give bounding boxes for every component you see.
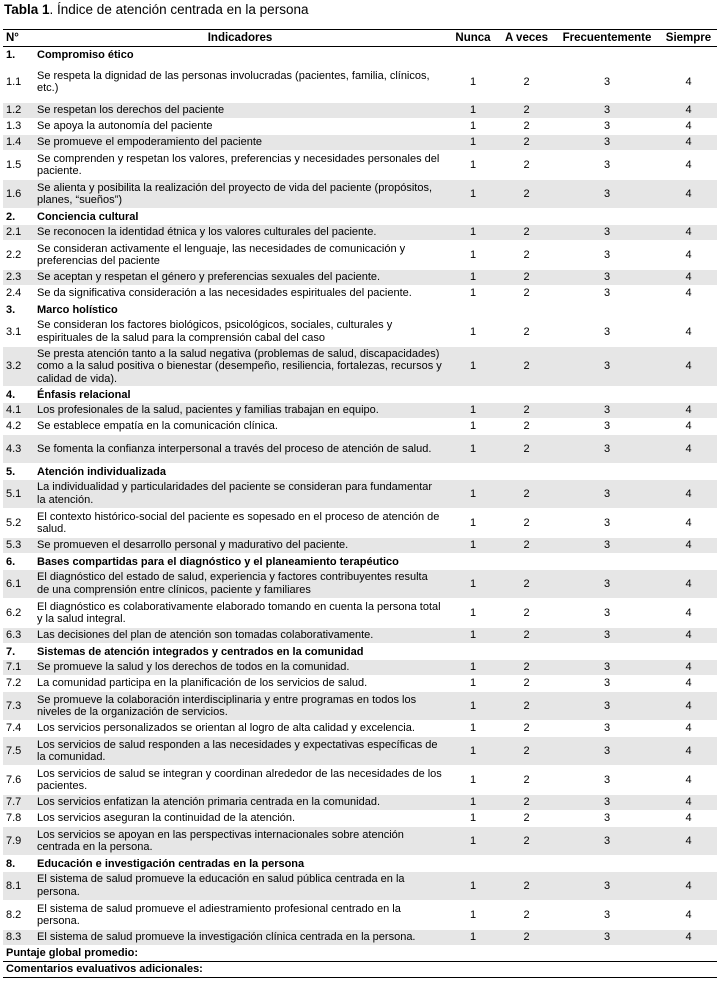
item-indicator: Se aceptan y respetan el género y preferencias sexuales del paciente. [33, 270, 447, 286]
score-siempre: 4 [660, 151, 717, 180]
score-frecuentemente: 3 [554, 538, 660, 554]
score-a-veces: 2 [499, 599, 554, 628]
header-number: N° [3, 30, 33, 47]
score-frecuentemente: 3 [554, 63, 660, 103]
item-number: 7.1 [3, 660, 33, 676]
item-indicator: Los servicios de salud responden a las necesidades y expectativas específicas de la comunidad. [33, 737, 447, 766]
score-nunca: 1 [447, 241, 499, 270]
header-indicadores: Indicadores [33, 30, 447, 47]
section-row [3, 47, 717, 63]
table-row [3, 63, 717, 103]
item-number: 7.8 [3, 811, 33, 827]
table-row [3, 347, 717, 387]
item-number: 4.3 [3, 435, 33, 464]
item-indicator: Se consideran activamente el lenguaje, las necesidades de comunicación y preferencias del paciente [33, 241, 447, 270]
score-a-veces: 2 [499, 403, 554, 419]
score-nunca: 1 [447, 676, 499, 692]
item-indicator: Los servicios personalizados se orientan al logro de alta calidad y excelencia. [33, 721, 447, 737]
score-nunca: 1 [447, 180, 499, 209]
score-nunca: 1 [447, 103, 499, 119]
header-siempre: Siempre [660, 30, 717, 47]
table-row [3, 795, 717, 811]
score-a-veces: 2 [499, 135, 554, 151]
table-row [3, 270, 717, 286]
score-a-veces: 2 [499, 721, 554, 737]
section-title: Atención individualizada [33, 464, 717, 480]
score-frecuentemente: 3 [554, 135, 660, 151]
score-siempre: 4 [660, 435, 717, 464]
score-frecuentemente: 3 [554, 721, 660, 737]
score-nunca: 1 [447, 151, 499, 180]
table-row [3, 318, 717, 347]
score-frecuentemente: 3 [554, 103, 660, 119]
score-nunca: 1 [447, 286, 499, 302]
score-siempre: 4 [660, 737, 717, 766]
section-number: 1. [3, 47, 33, 63]
score-siempre: 4 [660, 599, 717, 628]
score-nunca: 1 [447, 318, 499, 347]
table-row [3, 103, 717, 119]
section-title: Conciencia cultural [33, 209, 717, 225]
item-indicator: Los servicios se apoyan en las perspectivas internacionales sobre atención centrada en la persona. [33, 827, 447, 856]
score-nunca: 1 [447, 270, 499, 286]
table-header-row [3, 30, 717, 47]
section-number: 2. [3, 209, 33, 225]
item-indicator: Se da significativa consideración a las necesidades espirituales del paciente. [33, 286, 447, 302]
score-a-veces: 2 [499, 103, 554, 119]
score-nunca: 1 [447, 872, 499, 901]
score-nunca: 1 [447, 692, 499, 721]
score-siempre: 4 [660, 628, 717, 644]
item-indicator: Se promueve el empoderamiento del paciente [33, 135, 447, 151]
table-row [3, 599, 717, 628]
score-nunca: 1 [447, 811, 499, 827]
score-nunca: 1 [447, 827, 499, 856]
item-indicator: Los servicios enfatizan la atención primaria centrada en la comunidad. [33, 795, 447, 811]
table-row [3, 419, 717, 435]
item-number: 2.4 [3, 286, 33, 302]
score-a-veces: 2 [499, 318, 554, 347]
score-nunca: 1 [447, 135, 499, 151]
item-indicator: Se reconocen la identidad étnica y los valores culturales del paciente. [33, 225, 447, 241]
score-a-veces: 2 [499, 180, 554, 209]
score-frecuentemente: 3 [554, 419, 660, 435]
score-a-veces: 2 [499, 628, 554, 644]
score-nunca: 1 [447, 930, 499, 946]
item-indicator: La comunidad participa en la planificación de los servicios de salud. [33, 676, 447, 692]
header-a-veces: A veces [499, 30, 554, 47]
table-caption-text: . Índice de atención centrada en la persona [49, 2, 309, 17]
table-row [3, 119, 717, 135]
item-number: 1.5 [3, 151, 33, 180]
table-row [3, 930, 717, 946]
item-indicator: El diagnóstico es colaborativamente elaborado tomando en cuenta la persona total y la salud integral. [33, 599, 447, 628]
section-number: 7. [3, 644, 33, 660]
item-number: 7.3 [3, 692, 33, 721]
item-indicator: Se fomenta la confianza interpersonal a través del proceso de atención de salud. [33, 435, 447, 464]
score-nunca: 1 [447, 435, 499, 464]
score-nunca: 1 [447, 63, 499, 103]
item-indicator: Se promueve la salud y los derechos de todos en la comunidad. [33, 660, 447, 676]
table-row [3, 628, 717, 644]
score-siempre: 4 [660, 930, 717, 946]
item-number: 1.6 [3, 180, 33, 209]
score-a-veces: 2 [499, 827, 554, 856]
item-number: 7.2 [3, 676, 33, 692]
score-siempre: 4 [660, 419, 717, 435]
score-nunca: 1 [447, 599, 499, 628]
score-frecuentemente: 3 [554, 403, 660, 419]
section-row [3, 554, 717, 570]
score-a-veces: 2 [499, 270, 554, 286]
score-frecuentemente: 3 [554, 827, 660, 856]
score-siempre: 4 [660, 872, 717, 901]
table-row [3, 660, 717, 676]
score-a-veces: 2 [499, 811, 554, 827]
item-number: 5.1 [3, 480, 33, 509]
item-number: 6.3 [3, 628, 33, 644]
item-indicator: El contexto histórico-social del paciente es sopesado en el proceso de atención de salud. [33, 509, 447, 538]
item-indicator: El diagnóstico del estado de salud, experiencia y factores contribuyentes resulta de una comprensión entre clínicos, paciente y familiares [33, 570, 447, 599]
score-frecuentemente: 3 [554, 628, 660, 644]
item-number: 3.1 [3, 318, 33, 347]
item-indicator: Se apoya la autonomía del paciente [33, 119, 447, 135]
table-caption-label: Tabla 1 [4, 2, 50, 17]
item-number: 1.2 [3, 103, 33, 119]
table-row [3, 692, 717, 721]
section-title: Énfasis relacional [33, 387, 717, 403]
score-a-veces: 2 [499, 63, 554, 103]
score-nunca: 1 [447, 660, 499, 676]
item-indicator: Se promueve la colaboración interdisciplinaria y entre programas en todos los niveles de la organización de servicios. [33, 692, 447, 721]
table-row [3, 827, 717, 856]
item-indicator: Se alienta y posibilita la realización del proyecto de vida del paciente (propósitos, planes, “sueños”) [33, 180, 447, 209]
score-siempre: 4 [660, 135, 717, 151]
score-a-veces: 2 [499, 676, 554, 692]
section-number: 8. [3, 856, 33, 872]
item-indicator: Se establece empatía en la comunicación clínica. [33, 419, 447, 435]
item-indicator: La individualidad y particularidades del paciente se consideran para fundamentar la atención. [33, 480, 447, 509]
score-frecuentemente: 3 [554, 151, 660, 180]
footer-comentarios-row [3, 962, 717, 978]
item-number: 7.5 [3, 737, 33, 766]
item-indicator: Se promueven el desarrollo personal y madurativo del paciente. [33, 538, 447, 554]
section-title: Sistemas de atención integrados y centrados en la comunidad [33, 644, 717, 660]
score-a-veces: 2 [499, 419, 554, 435]
table-row [3, 435, 717, 464]
item-number: 8.1 [3, 872, 33, 901]
item-indicator: Se presta atención tanto a la salud negativa (problemas de salud, discapacidades) como a la salud positiva o bienestar (desempeño, resiliencia, fortalezas, recursos y calidad de vida). [33, 347, 447, 387]
section-row [3, 209, 717, 225]
table-body [3, 47, 717, 946]
section-number: 4. [3, 387, 33, 403]
score-nunca: 1 [447, 570, 499, 599]
score-frecuentemente: 3 [554, 599, 660, 628]
score-siempre: 4 [660, 241, 717, 270]
table-row [3, 225, 717, 241]
item-indicator: Los servicios de salud se integran y coordinan alrededor de las necesidades de los pacientes. [33, 766, 447, 795]
score-siempre: 4 [660, 270, 717, 286]
score-a-veces: 2 [499, 538, 554, 554]
item-number: 8.2 [3, 901, 33, 930]
item-number: 4.1 [3, 403, 33, 419]
score-a-veces: 2 [499, 509, 554, 538]
score-siempre: 4 [660, 795, 717, 811]
score-frecuentemente: 3 [554, 286, 660, 302]
table-row [3, 901, 717, 930]
score-siempre: 4 [660, 811, 717, 827]
item-number: 8.3 [3, 930, 33, 946]
score-frecuentemente: 3 [554, 509, 660, 538]
score-siempre: 4 [660, 180, 717, 209]
score-nunca: 1 [447, 721, 499, 737]
header-nunca: Nunca [447, 30, 499, 47]
item-number: 7.6 [3, 766, 33, 795]
score-siempre: 4 [660, 509, 717, 538]
score-frecuentemente: 3 [554, 930, 660, 946]
score-a-veces: 2 [499, 241, 554, 270]
item-indicator: Los servicios aseguran la continuidad de la atención. [33, 811, 447, 827]
table-row [3, 766, 717, 795]
score-frecuentemente: 3 [554, 676, 660, 692]
score-frecuentemente: 3 [554, 660, 660, 676]
score-siempre: 4 [660, 119, 717, 135]
table-row [3, 676, 717, 692]
score-siempre: 4 [660, 721, 717, 737]
item-indicator: El sistema de salud promueve la educación en salud pública centrada en la persona. [33, 872, 447, 901]
score-a-veces: 2 [499, 570, 554, 599]
score-nunca: 1 [447, 403, 499, 419]
table-row [3, 538, 717, 554]
item-number: 4.2 [3, 419, 33, 435]
score-nunca: 1 [447, 480, 499, 509]
item-indicator: Las decisiones del plan de atención son tomadas colaborativamente. [33, 628, 447, 644]
section-title: Compromiso ético [33, 47, 717, 63]
table-row [3, 570, 717, 599]
score-nunca: 1 [447, 766, 499, 795]
table-row [3, 241, 717, 270]
section-title: Educación e investigación centradas en la persona [33, 856, 717, 872]
score-a-veces: 2 [499, 225, 554, 241]
score-siempre: 4 [660, 286, 717, 302]
score-frecuentemente: 3 [554, 795, 660, 811]
section-row [3, 644, 717, 660]
score-frecuentemente: 3 [554, 480, 660, 509]
section-row [3, 856, 717, 872]
score-a-veces: 2 [499, 737, 554, 766]
section-number: 3. [3, 302, 33, 318]
item-number: 6.2 [3, 599, 33, 628]
score-siempre: 4 [660, 347, 717, 387]
item-indicator: Se comprenden y respetan los valores, preferencias y necesidades personales del paciente. [33, 151, 447, 180]
score-frecuentemente: 3 [554, 318, 660, 347]
footer-comentarios: Comentarios evaluativos adicionales: [3, 962, 717, 978]
score-frecuentemente: 3 [554, 180, 660, 209]
section-row [3, 464, 717, 480]
item-number: 6.1 [3, 570, 33, 599]
table-row [3, 737, 717, 766]
score-frecuentemente: 3 [554, 270, 660, 286]
table-row [3, 721, 717, 737]
item-number: 2.2 [3, 241, 33, 270]
score-a-veces: 2 [499, 872, 554, 901]
score-nunca: 1 [447, 628, 499, 644]
item-indicator: Se consideran los factores biológicos, psicológicos, sociales, culturales y espirituales de la salud para la comprensión cabal del caso [33, 318, 447, 347]
score-a-veces: 2 [499, 692, 554, 721]
table-row [3, 180, 717, 209]
score-a-veces: 2 [499, 119, 554, 135]
score-a-veces: 2 [499, 660, 554, 676]
score-nunca: 1 [447, 509, 499, 538]
attention-index-table [3, 29, 717, 978]
item-number: 5.2 [3, 509, 33, 538]
item-indicator: El sistema de salud promueve el adiestramiento profesional centrado en la persona. [33, 901, 447, 930]
section-title: Bases compartidas para el diagnóstico y el planeamiento terapéutico [33, 554, 717, 570]
score-a-veces: 2 [499, 901, 554, 930]
score-a-veces: 2 [499, 435, 554, 464]
score-frecuentemente: 3 [554, 811, 660, 827]
header-frecuentemente: Frecuentemente [554, 30, 660, 47]
score-nunca: 1 [447, 737, 499, 766]
score-frecuentemente: 3 [554, 737, 660, 766]
item-number: 1.1 [3, 63, 33, 103]
score-a-veces: 2 [499, 766, 554, 795]
score-siempre: 4 [660, 538, 717, 554]
table-row [3, 286, 717, 302]
score-siempre: 4 [660, 660, 717, 676]
score-siempre: 4 [660, 676, 717, 692]
score-frecuentemente: 3 [554, 692, 660, 721]
score-nunca: 1 [447, 419, 499, 435]
score-siempre: 4 [660, 318, 717, 347]
score-frecuentemente: 3 [554, 570, 660, 599]
score-nunca: 1 [447, 795, 499, 811]
score-a-veces: 2 [499, 347, 554, 387]
item-number: 2.3 [3, 270, 33, 286]
score-nunca: 1 [447, 119, 499, 135]
item-number: 5.3 [3, 538, 33, 554]
item-number: 7.7 [3, 795, 33, 811]
score-frecuentemente: 3 [554, 119, 660, 135]
item-number: 3.2 [3, 347, 33, 387]
section-title: Marco holístico [33, 302, 717, 318]
score-siempre: 4 [660, 103, 717, 119]
score-a-veces: 2 [499, 930, 554, 946]
item-indicator: El sistema de salud promueve la investigación clínica centrada en la persona. [33, 930, 447, 946]
section-row [3, 387, 717, 403]
section-row [3, 302, 717, 318]
score-nunca: 1 [447, 901, 499, 930]
score-nunca: 1 [447, 347, 499, 387]
table-row [3, 135, 717, 151]
footer-puntaje: Puntaje global promedio: [3, 946, 717, 962]
score-siempre: 4 [660, 570, 717, 599]
section-number: 5. [3, 464, 33, 480]
score-siempre: 4 [660, 766, 717, 795]
score-a-veces: 2 [499, 286, 554, 302]
score-frecuentemente: 3 [554, 225, 660, 241]
item-number: 1.4 [3, 135, 33, 151]
score-a-veces: 2 [499, 480, 554, 509]
item-number: 7.9 [3, 827, 33, 856]
section-number: 6. [3, 554, 33, 570]
item-number: 1.3 [3, 119, 33, 135]
score-nunca: 1 [447, 225, 499, 241]
score-frecuentemente: 3 [554, 347, 660, 387]
table-row [3, 403, 717, 419]
table-row [3, 480, 717, 509]
item-number: 2.1 [3, 225, 33, 241]
item-indicator: Se respetan los derechos del paciente [33, 103, 447, 119]
score-siempre: 4 [660, 403, 717, 419]
score-siempre: 4 [660, 827, 717, 856]
score-a-veces: 2 [499, 151, 554, 180]
score-siempre: 4 [660, 63, 717, 103]
score-frecuentemente: 3 [554, 872, 660, 901]
score-siempre: 4 [660, 480, 717, 509]
score-siempre: 4 [660, 225, 717, 241]
score-siempre: 4 [660, 692, 717, 721]
score-nunca: 1 [447, 538, 499, 554]
table-row [3, 811, 717, 827]
score-frecuentemente: 3 [554, 901, 660, 930]
score-a-veces: 2 [499, 795, 554, 811]
table-caption [4, 2, 308, 18]
table-row [3, 872, 717, 901]
item-number: 7.4 [3, 721, 33, 737]
item-indicator: Se respeta la dignidad de las personas involucradas (pacientes, familia, clínicos, etc.) [33, 63, 447, 103]
table-row [3, 509, 717, 538]
score-frecuentemente: 3 [554, 241, 660, 270]
score-siempre: 4 [660, 901, 717, 930]
score-frecuentemente: 3 [554, 766, 660, 795]
item-indicator: Los profesionales de la salud, pacientes y familias trabajan en equipo. [33, 403, 447, 419]
table-row [3, 151, 717, 180]
footer-puntaje-row [3, 946, 717, 962]
score-frecuentemente: 3 [554, 435, 660, 464]
